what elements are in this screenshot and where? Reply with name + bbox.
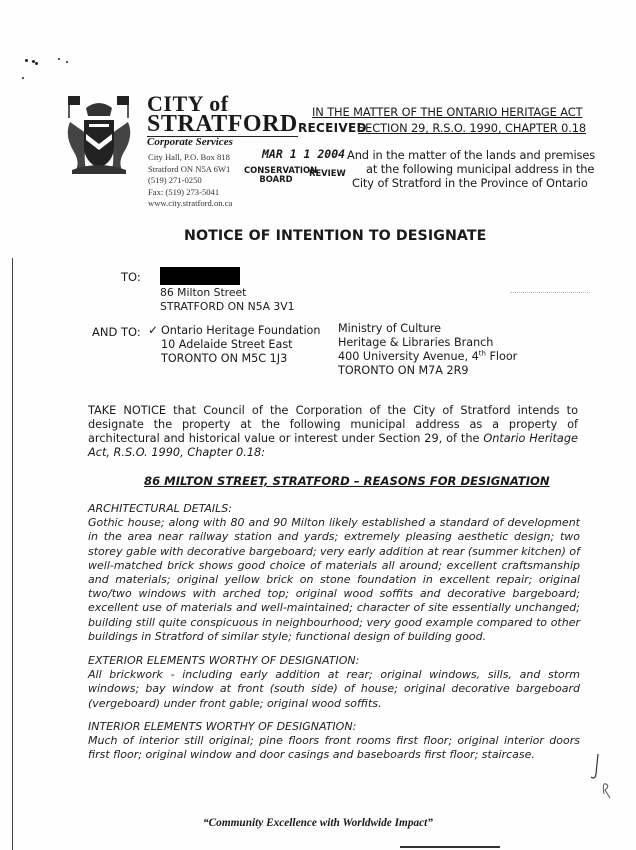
exterior-heading: EXTERIOR ELEMENTS WORTHY OF DESIGNATION: [88, 654, 360, 667]
notice-text: TAKE NOTICE that Council of the Corporation of the City of Stratford intends to designate the property at the following municipal address as a property of architectural and historical value or interest under Section 29, of the [88, 404, 578, 445]
architectural-body: Gothic house; along with 80 and 90 Milton likely established a standard of development in the area near railway station and yards; extremely pleasing aesthetic design; two storey gable with decorative bargeboard; very early addition at rear (summer kitchen) of well-matched brick shows good choice of materials all around; excellent craftsmanship and materials; original yellow brick on stone foundation in excellent repair; original two/two windows with arched top; original wood soffits and decorative bargeboard; excellent use of materials and well-maintained; character of site essentially unchanged; building still quite conspicuous in neighbourhood; very good example compared to other buildings in Stratford of similar style; functional design of building good. [88, 516, 580, 643]
footer-slogan: “Community Excellence with Worldwide Impact” [203, 817, 433, 829]
matter-line-3: And in the matter of the lands and premises [347, 148, 596, 162]
ministry-street-text: 400 University Avenue, 4 [338, 350, 479, 363]
city-crest-icon [64, 94, 134, 176]
stamp-review: REVIEW [309, 168, 346, 178]
letterhead-stratford: STRATFORD [147, 111, 298, 137]
foundation-address [161, 324, 320, 366]
reasons-heading: 86 MILTON STREET, STRATFORD – REASONS FOR DESIGNATION [144, 474, 550, 488]
foundation-street: 10 Adelaide Street East [161, 338, 293, 351]
stamp-received: RECEIVED [298, 121, 367, 135]
stamp-board-line2: BOARD [259, 174, 293, 184]
ministry-city: TORONTO ON M7A 2R9 [338, 364, 469, 377]
to-address-street: 86 Milton Street [160, 286, 247, 299]
ministry-name: Ministry of Culture [338, 322, 442, 335]
contact-website: www.city.stratford.on.ca [148, 198, 233, 208]
matter-line-5: City of Stratford in the Province of Ontario [352, 176, 588, 190]
matter-line-4: at the following municipal address in the [366, 162, 595, 176]
architectural-heading: ARCHITECTURAL DETAILS: [88, 502, 232, 515]
redacted-name [160, 267, 240, 285]
and-to-label: AND TO: [92, 325, 141, 339]
letterhead-contact [148, 152, 232, 210]
interior-elements-section [88, 720, 580, 763]
to-address [160, 286, 295, 314]
interior-heading: INTERIOR ELEMENTS WORTHY OF DESIGNATION: [88, 720, 357, 733]
architectural-details-section [88, 502, 580, 644]
contact-address: City Hall, P.O. Box 818 [148, 152, 230, 162]
ministry-street-sup: th [478, 349, 486, 358]
page-title: NOTICE OF INTENTION TO DESIGNATE [184, 228, 487, 244]
contact-fax: Fax: (519) 273-5041 [148, 186, 220, 197]
ministry-street [338, 350, 517, 364]
matter-line-1: IN THE MATTER OF THE ONTARIO HERITAGE ACT [312, 105, 583, 119]
ministry-address [338, 322, 517, 378]
matter-line-2: SECTION 29, R.S.O. 1990, CHAPTER 0.18 [358, 121, 587, 135]
interior-body: Much of interior still original; pine floors front rooms first floor; original interior doors first floor; original window and door casings and baseboards first floor; staircase. [88, 734, 580, 762]
exterior-body: All brickwork - including early addition at rear; original windows, sills, and storm windows; bay window at front (south side) of house; original decorative bargeboard (vergeboard) under front gable; original wood soffits. [88, 668, 580, 710]
handwritten-initials-icon [590, 752, 620, 802]
notice-act-citation: Ontario Heritage Act, R.S.O. 1990, Chapter 0.18: [88, 432, 578, 459]
letterhead-city-of: CITY of [147, 91, 229, 116]
stamp-board [244, 165, 318, 184]
stamp-date: MAR 1 1 2004 [262, 147, 346, 161]
exterior-elements-section [88, 654, 580, 711]
ministry-street-floor: Floor [485, 350, 518, 363]
foundation-city: TORONTO ON M5C 1J3 [161, 352, 288, 365]
contact-phone: (519) 271-0250 [148, 175, 202, 185]
to-address-city: STRATFORD ON N5A 3V1 [160, 300, 295, 313]
ministry-branch: Heritage & Libraries Branch [338, 336, 494, 349]
contact-city: Stratford ON N5A 6W1 [148, 163, 231, 174]
stamp-board-line1: CONSERVATION [244, 165, 318, 175]
letterhead-department: Corporate Services [147, 136, 233, 148]
scan-edge-line [12, 258, 13, 850]
checkmark-icon: ✓ [148, 323, 159, 337]
scan-artifact-line [510, 292, 590, 293]
notice-paragraph [88, 404, 578, 460]
scan-edge-rule [400, 846, 500, 848]
foundation-name: Ontario Heritage Foundation [161, 324, 321, 337]
to-label: TO: [121, 270, 141, 284]
